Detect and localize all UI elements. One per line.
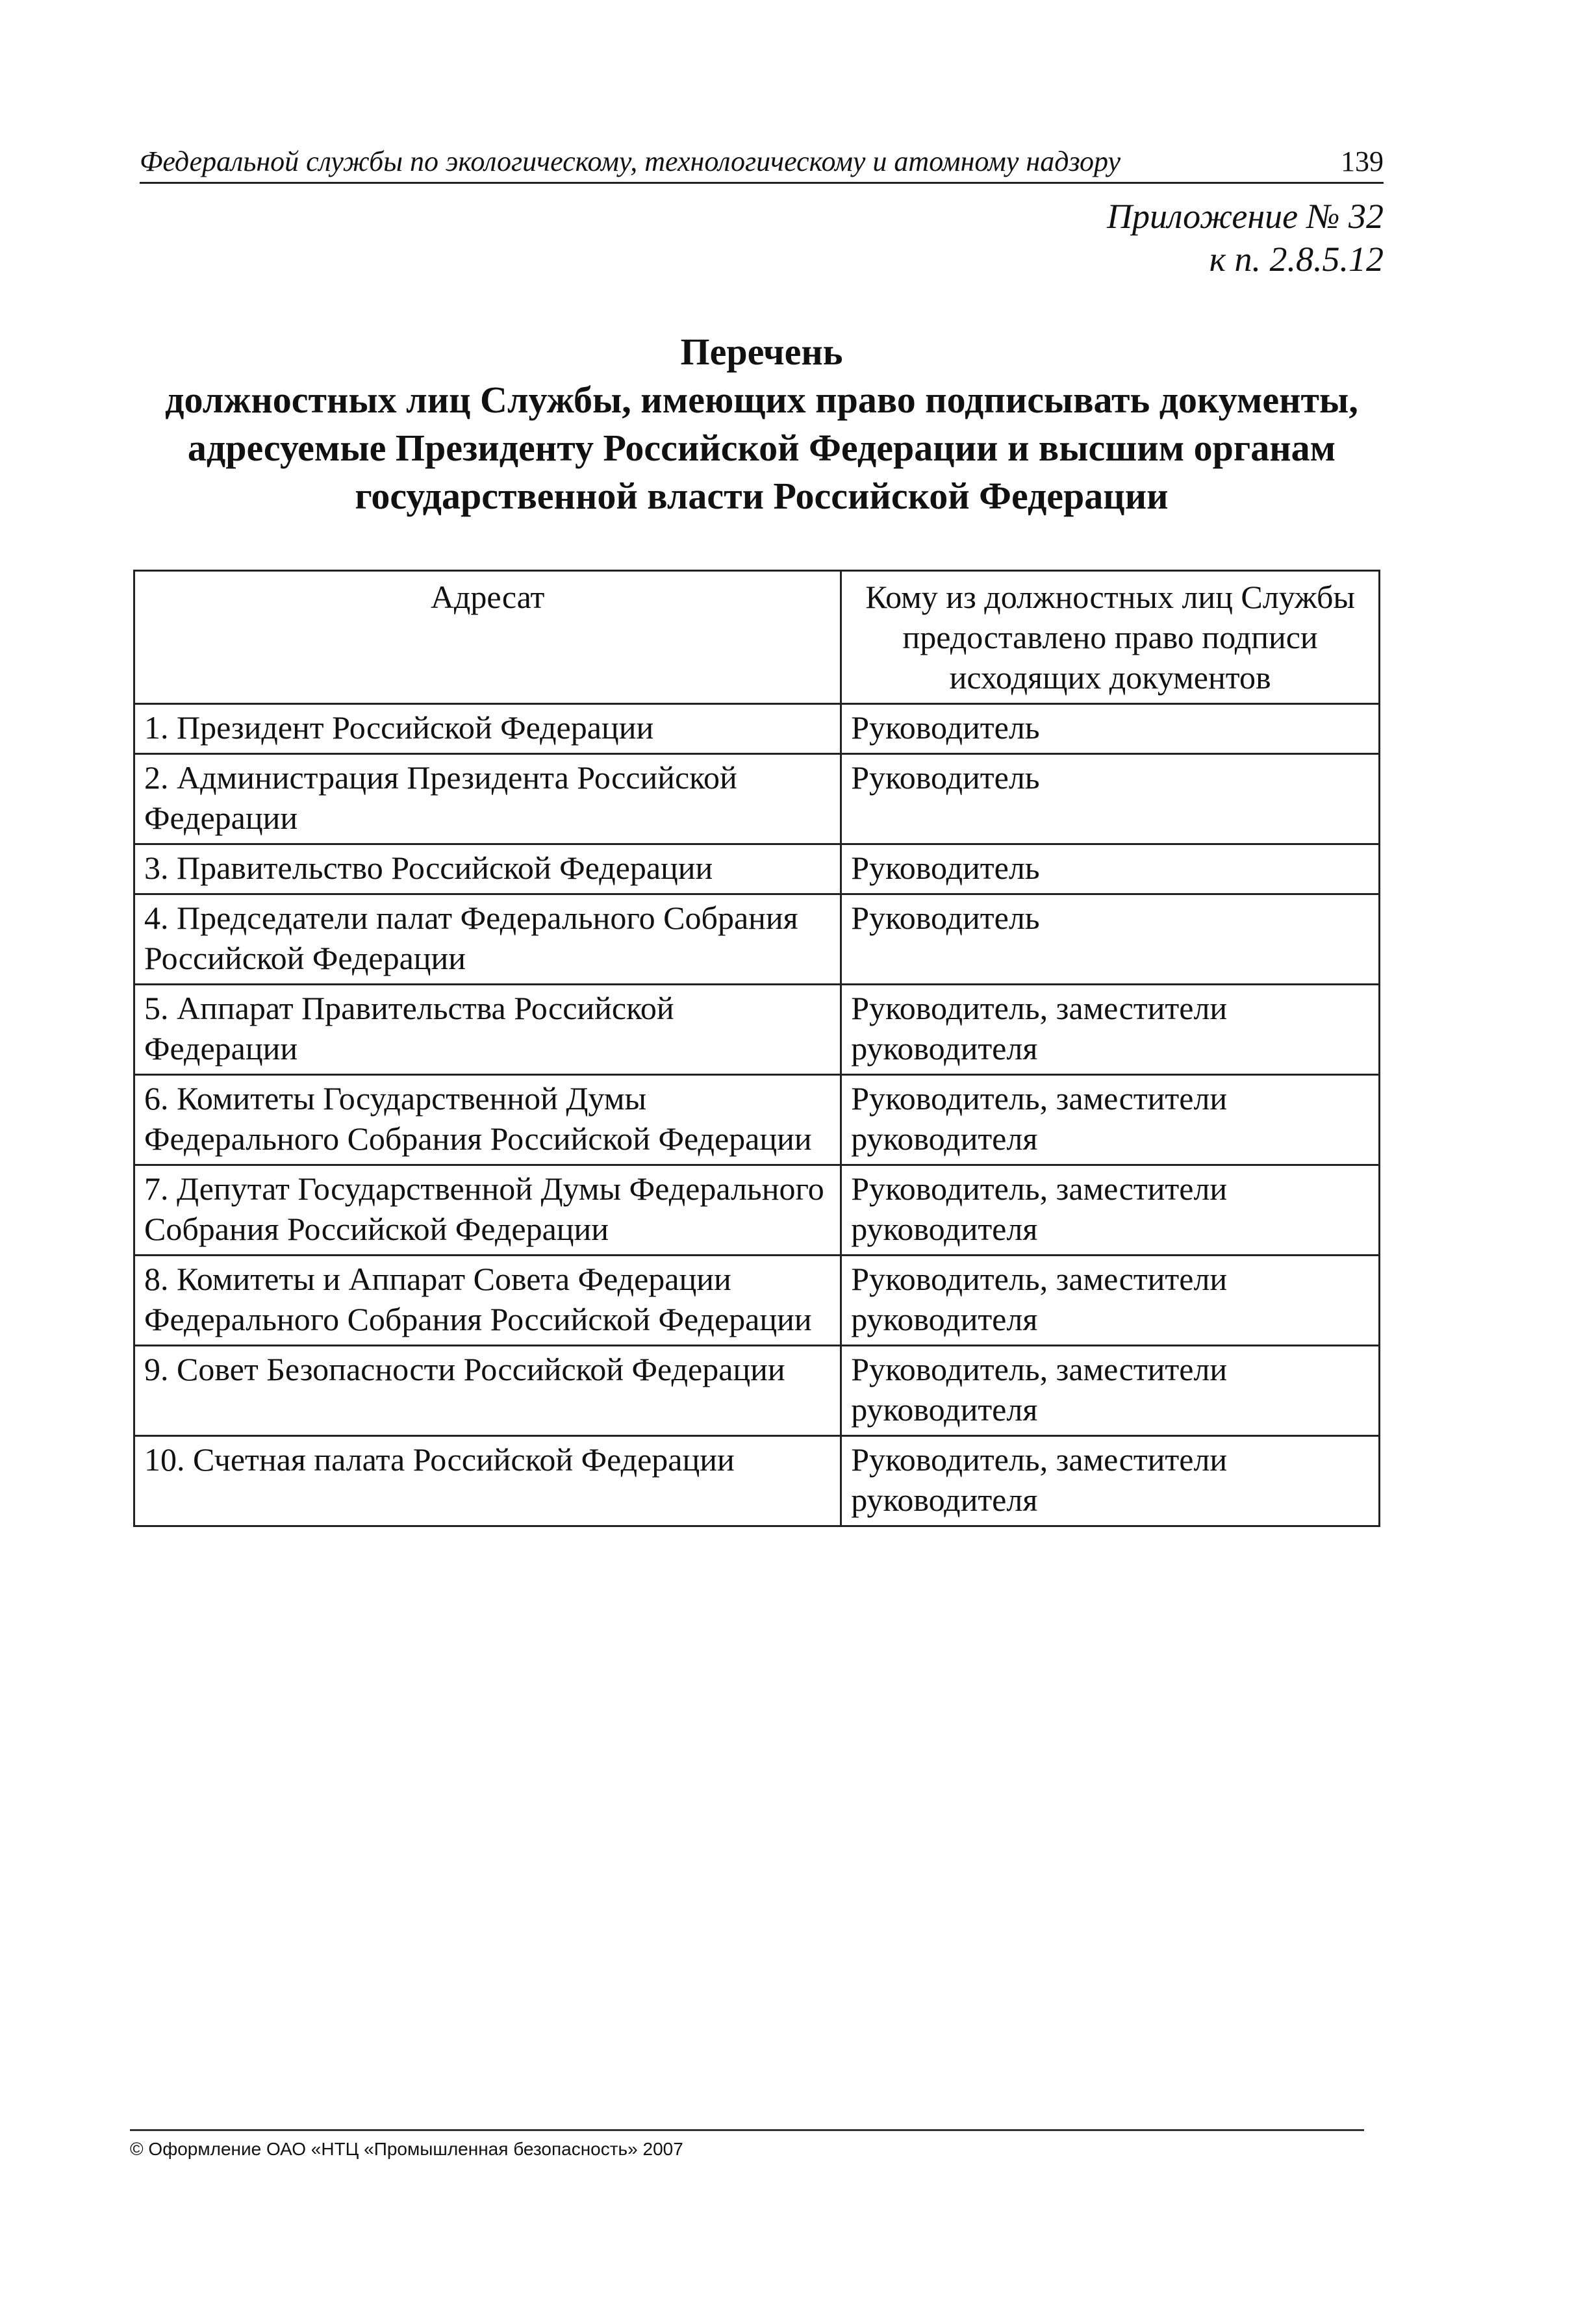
appendix-number: Приложение № 32 — [1106, 197, 1384, 236]
header-signatory: Кому из должностных лиц Службы предоставлено право подписи исходящих документов — [841, 571, 1380, 704]
cell-addressee: 4. Председатели палат Федерального Собрания Российской Федерации — [134, 894, 841, 985]
cell-addressee: 7. Депутат Государственной Думы Федерального Собрания Российской Федерации — [134, 1165, 841, 1256]
cell-addressee: 6. Комитеты Государственной Думы Федерального Собрания Российской Федерации — [134, 1075, 841, 1165]
table-header-row — [134, 571, 1380, 704]
cell-signatory: Руководитель, заместители руководителя — [841, 985, 1380, 1075]
cell-addressee: 9. Совет Безопасности Российской Федерации — [134, 1346, 841, 1436]
cell-addressee: 2. Администрация Президента Российской Федерации — [134, 754, 841, 844]
table-row — [134, 1256, 1380, 1346]
table-row — [134, 1075, 1380, 1165]
footer-divider — [130, 2129, 1364, 2131]
cell-addressee: 8. Комитеты и Аппарат Совета Федерации Федерального Собрания Российской Федерации — [134, 1256, 841, 1346]
table-row — [134, 704, 1380, 754]
header-addressee: Адресат — [134, 571, 841, 704]
cell-signatory: Руководитель — [841, 894, 1380, 985]
table-row — [134, 985, 1380, 1075]
table-row — [134, 754, 1380, 844]
cell-signatory: Руководитель, заместители руководителя — [841, 1436, 1380, 1526]
appendix-reference — [1107, 195, 1384, 281]
document-heading — [140, 328, 1384, 520]
cell-addressee: 10. Счетная палата Российской Федерации — [134, 1436, 841, 1526]
appendix-clause: к п. 2.8.5.12 — [1209, 240, 1384, 279]
table-row — [134, 844, 1380, 894]
cell-signatory: Руководитель — [841, 844, 1380, 894]
cell-addressee: 5. Аппарат Правительства Российской Федерации — [134, 985, 841, 1075]
cell-addressee: 1. Президент Российской Федерации — [134, 704, 841, 754]
heading-line-3: адресуемые Президенту Российской Федерации и высшим органам — [187, 427, 1336, 469]
table-row — [134, 1165, 1380, 1256]
heading-line-1: Перечень — [680, 331, 843, 373]
cell-signatory: Руководитель — [841, 754, 1380, 844]
footer-copyright: © Оформление ОАО «НТЦ «Промышленная безопасность» 2007 — [130, 2139, 683, 2159]
cell-addressee: 3. Правительство Российской Федерации — [134, 844, 841, 894]
heading-line-2: должностных лиц Службы, имеющих право подписывать документы, — [165, 379, 1358, 421]
table-row — [134, 894, 1380, 985]
cell-signatory: Руководитель, заместители руководителя — [841, 1256, 1380, 1346]
table-row — [134, 1346, 1380, 1436]
table-row — [134, 1436, 1380, 1526]
running-head — [140, 136, 1384, 184]
cell-signatory: Руководитель, заместители руководителя — [841, 1346, 1380, 1436]
cell-signatory: Руководитель — [841, 704, 1380, 754]
signatories-table — [133, 570, 1380, 1527]
page-number: 139 — [1341, 145, 1384, 177]
running-head-title: Федеральной службы по экологическому, технологическому и атомному надзору — [140, 145, 1121, 177]
cell-signatory: Руководитель, заместители руководителя — [841, 1165, 1380, 1256]
heading-line-4: государственной власти Российской Федерации — [355, 475, 1169, 517]
cell-signatory: Руководитель, заместители руководителя — [841, 1075, 1380, 1165]
